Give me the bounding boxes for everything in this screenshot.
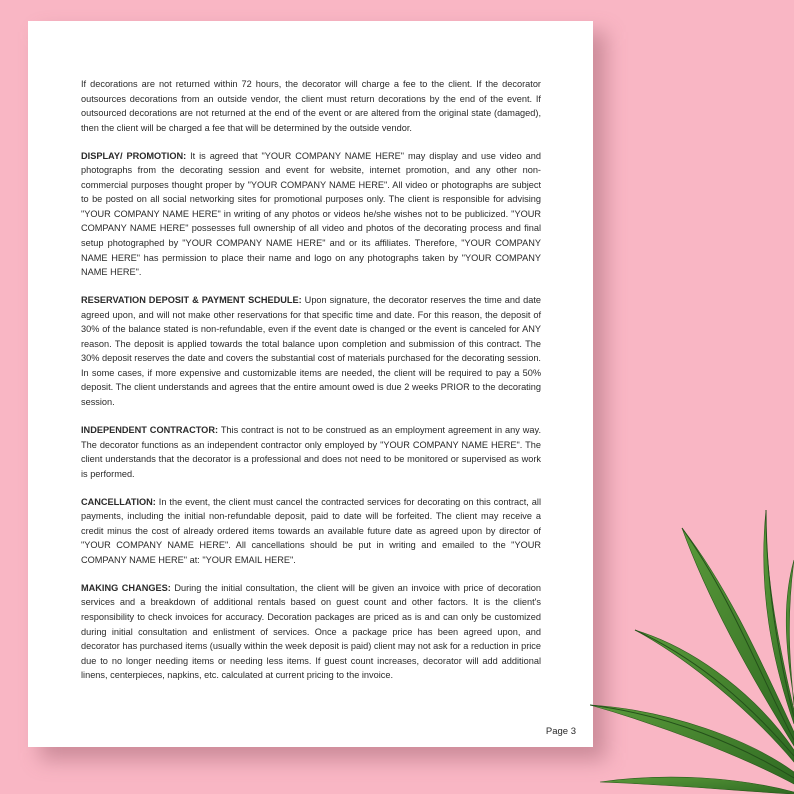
section-heading: DISPLAY/ PROMOTION: <box>81 150 187 161</box>
section-heading: MAKING CHANGES: <box>81 582 171 593</box>
section-independent-contractor <box>81 423 541 481</box>
section-heading: CANCELLATION: <box>81 496 156 507</box>
section-reservation-deposit <box>81 293 541 409</box>
section-display-promotion <box>81 149 541 280</box>
palm-leaf-icon <box>590 500 794 794</box>
section-body: Upon signature, the decorator reserves the time and date agreed upon, and will not make other reservations for that specific time and date. For this reason, the deposit of 30% of the balance stated is non-refundable, even if the event date is changed or the event is canceled for ANY reason. The deposit is applied towards the total balance upon completion and submission of this contract. The 30% deposit reserves the date and covers the substantial cost of materials purchased for the decorating session. In some cases, if more expensive and customizable items are needed, the client will be required to pay a 50% deposit. The client understands and agrees that the entire amount owed is due 2 weeks PRIOR to the decorating session. <box>81 295 541 407</box>
page-number: Page 3 <box>545 726 576 737</box>
section-body: This contract is not to be construed as an employment agreement in any way. The decorator functions as an independent contractor only employed by "YOUR COMPANY NAME HERE". The client understands that the decorator is a professional and does not need to be monitored or supervised as work is performed. <box>81 424 541 479</box>
section-body: In the event, the client must cancel the contracted services for decorating on this contract, all payments, including the initial non-refundable deposit, paid to date will be forfeited. The client may receive a credit minus the cost of already ordered items towards an available future date as agreed upon by director of "YOUR COMPANY NAME HERE". All cancellations should be put in writing and emailed to the "YOUR COMPANY NAME HERE" at: "YOUR EMAIL HERE". <box>81 496 541 565</box>
document-page <box>28 21 593 747</box>
section-body: During the initial consultation, the client will be given an invoice with price of decoration services and a breakdown of additional rentals based on guest count and other factors. It is the client's responsibility to check invoices for accuracy. Decoration packages are priced as is and can only be customized during initial consultation and enlistment of services. Once a package price has been agreed upon, and decorator has purchased items (usually within the week deposit is paid) client may not ask for a reduction in price due to no longer needing items or needing less items. If guest count increases, decorator will add additional linens, centerpieces, napkins, etc. calculated at current pricing to the invoice. <box>81 582 541 681</box>
section-body: It is agreed that "YOUR COMPANY NAME HERE" may display and use video and photographs from the decorating session and event for website, internet promotion, and any other non-commercial purposes thought proper by "YOUR COMPANY NAME HERE". All video or photographs are subject to be posted on all social networking sites for promotional purposes only. The client is responsible for advising "YOUR COMPANY NAME HERE" in writing of any photos or videos he/she wishes not to be publicized. "YOUR COMPANY NAME HERE" possesses full ownership of all video and photos of the decorating process and final setup photographed by "YOUR COMPANY NAME HERE" and or its affiliates. Therefore, "YOUR COMPANY NAME HERE" has permission to place their name and logo on any photographs taken by "YOUR COMPANY NAME HERE". <box>81 150 541 278</box>
document-body <box>81 77 541 696</box>
section-heading: RESERVATION DEPOSIT & PAYMENT SCHEDULE: <box>81 295 302 306</box>
section-heading: INDEPENDENT CONTRACTOR: <box>81 424 219 435</box>
section-cancellation <box>81 495 541 568</box>
section-making-changes <box>81 581 541 683</box>
intro-paragraph: If decorations are not returned within 72 hours, the decorator will charge a fee to the client. If the decorator outsources decorations from an outside vendor, the client must return decorations by the end of the event. If outsourced decorations are not returned at the end of the event or are altered from the original state (damaged), then the client will be charged a fee that will be determined by the outside vendor. <box>81 79 541 133</box>
